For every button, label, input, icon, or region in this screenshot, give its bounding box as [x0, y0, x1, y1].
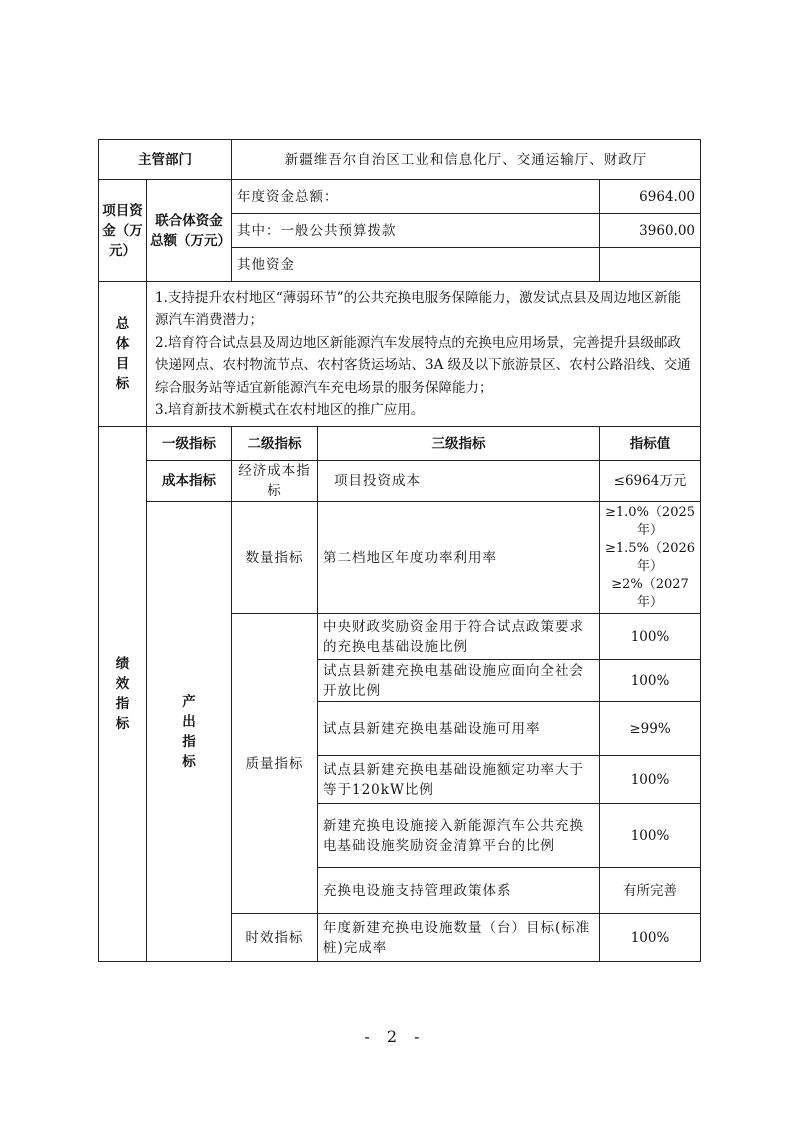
timeliness-level2: 时效指标	[232, 914, 318, 962]
goals-content	[147, 282, 701, 427]
quantity-value: ≥2%（2027年）	[611, 576, 689, 610]
header-level2: 二级指标	[232, 427, 318, 461]
quantity-level2: 数量指标	[232, 502, 318, 614]
quality-level3: 试点县新建充换电基础设施可用率	[318, 702, 600, 756]
project-table	[98, 139, 701, 962]
cost-level3: 项目投资成本	[318, 461, 600, 502]
quality-level3: 中央财政奖励资金用于符合试点政策要求的充换电基础设施比例	[318, 614, 600, 660]
page-number: - 2 -	[364, 1027, 426, 1046]
funds-other-label: 其他资金	[232, 248, 600, 282]
quantity-value: ≥1.0%（2025年）	[605, 504, 696, 538]
quality-level2: 质量指标	[232, 614, 318, 914]
quality-value: 100%	[600, 756, 701, 804]
goal-item: 3.培育新技术新模式在农村地区的推广应用。	[155, 402, 425, 418]
header-value: 指标值	[600, 427, 701, 461]
goal-item: 1.支持提升农村地区“薄弱环节”的公共充换电服务保障能力，激发试点县及周边地区新能源汽车消费潜力；	[155, 289, 682, 328]
quantity-value: ≥1.5%（2026年）	[605, 540, 696, 574]
quantity-values	[600, 502, 701, 614]
dept-label: 主管部门	[99, 140, 232, 180]
funds-budget-label: 其中：一般公共预算拨款	[232, 214, 600, 248]
quantity-level3: 第二档地区年度功率利用率	[318, 502, 600, 614]
quality-value: 有所完善	[600, 868, 701, 914]
funds-label: 项目资金（万元）	[99, 180, 147, 282]
funds-budget-value: 3960.00	[600, 214, 701, 248]
funds-total-value: 6964.00	[600, 180, 701, 214]
header-level1: 一级指标	[147, 427, 232, 461]
cost-level2: 经济成本指标	[232, 461, 318, 502]
quality-level3: 试点县新建充换电基础设施额定功率大于等于120kW比例	[318, 756, 600, 804]
perf-label: 绩效指标	[99, 427, 147, 962]
cost-value: ≤6964万元	[600, 461, 701, 502]
quality-level3: 试点县新建充换电基础设施应面向全社会开放比例	[318, 660, 600, 702]
quality-value: 100%	[600, 660, 701, 702]
output-level1: 产出指标	[147, 502, 232, 962]
funds-total-label: 年度资金总额：	[232, 180, 600, 214]
quality-level3: 新建充换电设施接入新能源汽车公共充换电基础设施奖励资金清算平台的比例	[318, 804, 600, 868]
goals-label: 总体目标	[99, 282, 147, 427]
header-level3: 三级指标	[318, 427, 600, 461]
funds-group-label: 联合体资金总额（万元）	[147, 180, 232, 282]
quality-value: 100%	[600, 804, 701, 868]
quality-value: ≥99%	[600, 702, 701, 756]
cost-level1: 成本指标	[147, 461, 232, 502]
quality-level3: 充换电设施支持管理政策体系	[318, 868, 600, 914]
funds-other-value	[600, 248, 701, 282]
goal-item: 2.培育符合试点县及周边地区新能源汽车发展特点的充换电应用场景，完善提升县级邮政快递网点、农村物流节点、农村客货运场站、3A 级及以下旅游景区、农村公路沿线、交通综合服务站等适宜新能源汽车充电场景的服务保障能力；	[155, 334, 691, 396]
quality-value: 100%	[600, 614, 701, 660]
timeliness-value: 100%	[600, 914, 701, 962]
dept-value: 新疆维吾尔自治区工业和信息化厅、交通运输厅、财政厅	[232, 140, 701, 180]
timeliness-level3: 年度新建充换电设施数量（台）目标(标准桩)完成率	[318, 914, 600, 962]
